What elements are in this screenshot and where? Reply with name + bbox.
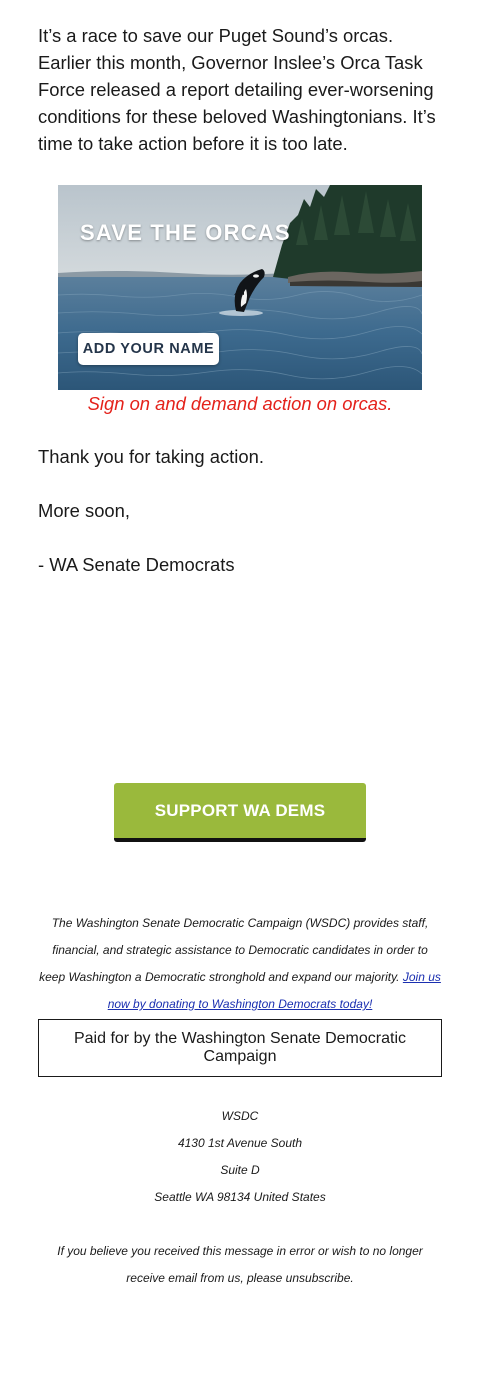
sign-on-link[interactable]: Sign on and demand action on orcas. [87,393,393,414]
address-city: Seattle WA 98134 United States [154,1190,326,1204]
address-street: 4130 1st Avenue South [177,1136,303,1150]
address-suite: Suite D [220,1163,260,1177]
support-wa-dems-button[interactable]: SUPPORT WA DEMS [114,783,366,842]
paid-for-text: Paid for by the Washington Senate Democratic Campaign [73,1030,407,1065]
intro-paragraph: It’s a race to save our Puget Sound’s orcas. Earlier this month, Governor Inslee’s Orca Task Force released a report detailing ever-worsening conditions for these beloved Washingtonians. It’s time to take action before it is too late. [38,25,436,154]
add-your-name-button[interactable]: ADD YOUR NAME [78,333,219,365]
unsubscribe-notice[interactable]: If you believe you received this message in error or wish to no longer receive email from us, please unsubscribe. [57,1244,423,1285]
more-soon-text: More soon, [38,500,130,521]
about-wsdc [38,910,442,1018]
about-text: The Washington Senate Democratic Campaign (WSDC) provides staff, financial, and strategic assistance to Democratic candidates in order to keep Washington a Democratic stronghold and expand our majority. [39,916,429,984]
paid-for-box [38,1019,442,1077]
banner-title: SAVE THE ORCAS [80,220,291,245]
thanks-text: Thank you for taking action. [38,446,264,467]
donate-link[interactable]: Join us now by donating to Washington Democrats today! [107,970,441,1011]
address-org: WSDC [221,1109,259,1123]
signoff-text: - WA Senate Democrats [38,554,235,575]
mailing-address [0,1103,480,1211]
